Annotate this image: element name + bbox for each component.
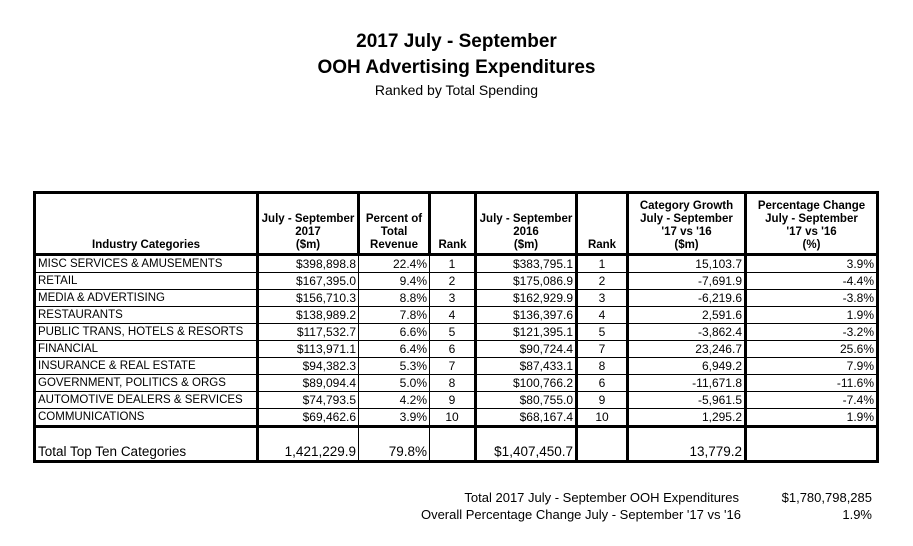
cell-spend-2017: $138,989.2 bbox=[258, 307, 359, 324]
cell-percentage-change: 1.9% bbox=[746, 409, 878, 427]
cell-spend-2017: $69,462.6 bbox=[258, 409, 359, 427]
cell-category-growth: 23,246.7 bbox=[628, 341, 746, 358]
cell-rank-2017: 1 bbox=[430, 255, 476, 273]
cell-spend-2017: $89,094.4 bbox=[258, 375, 359, 392]
col-header-line: 2016 bbox=[513, 226, 539, 238]
table-row bbox=[35, 255, 878, 273]
cell-spend-2016: $90,724.4 bbox=[476, 341, 577, 358]
col-header-percent-total bbox=[359, 193, 430, 255]
cell-rank-2016: 7 bbox=[577, 341, 628, 358]
cell-spend-2016: $87,433.1 bbox=[476, 358, 577, 375]
cell-percent-total: 9.4% bbox=[359, 273, 430, 290]
col-header-line: Industry Categories bbox=[92, 239, 200, 251]
cell-category: COMMUNICATIONS bbox=[35, 409, 258, 427]
summary-total-value: $1,780,798,285 bbox=[781, 490, 872, 505]
cell-rank-2016: 3 bbox=[577, 290, 628, 307]
total-row bbox=[35, 427, 878, 462]
col-header-line: Percentage Change bbox=[757, 200, 866, 212]
cell-spend-2017: $113,971.1 bbox=[258, 341, 359, 358]
cell-percent-total: 3.9% bbox=[359, 409, 430, 427]
cell-rank-2017: 9 bbox=[430, 392, 476, 409]
cell-percentage-change: 1.9% bbox=[746, 307, 878, 324]
cell-rank-2017: 2 bbox=[430, 273, 476, 290]
cell-rank-2017: 7 bbox=[430, 358, 476, 375]
col-header-line: July - September bbox=[479, 213, 573, 225]
cell-rank-2017: 10 bbox=[430, 409, 476, 427]
col-header-line: ($m) bbox=[295, 239, 321, 251]
cell-category: FINANCIAL bbox=[35, 341, 258, 358]
cell-percentage-change: 7.9% bbox=[746, 358, 878, 375]
cell-spend-2017: $74,793.5 bbox=[258, 392, 359, 409]
cell-percent-total: 8.8% bbox=[359, 290, 430, 307]
cell-category-growth: -7,691.9 bbox=[628, 273, 746, 290]
col-header-line: Revenue bbox=[370, 239, 418, 251]
table-row bbox=[35, 392, 878, 409]
col-header-rank-2016 bbox=[577, 193, 628, 255]
cell-category-growth: -3,862.4 bbox=[628, 324, 746, 341]
col-header-rank-2017 bbox=[430, 193, 476, 255]
cell-rank-2016: 9 bbox=[577, 392, 628, 409]
cell-rank-2017: 6 bbox=[430, 341, 476, 358]
cell-spend-2016: $136,397.6 bbox=[476, 307, 577, 324]
col-header-line: Rank bbox=[587, 239, 617, 251]
cell-spend-2016: $121,395.1 bbox=[476, 324, 577, 341]
cell-category: PUBLIC TRANS, HOTELS & RESORTS bbox=[35, 324, 258, 341]
cell-percent-total: 6.6% bbox=[359, 324, 430, 341]
cell-category-growth: -5,961.5 bbox=[628, 392, 746, 409]
cell-category-growth: -11,671.8 bbox=[628, 375, 746, 392]
cell-spend-2016: $68,167.4 bbox=[476, 409, 577, 427]
cell-percent-total: 4.2% bbox=[359, 392, 430, 409]
cell-category-growth: 15,103.7 bbox=[628, 255, 746, 273]
cell-rank-2017: 8 bbox=[430, 375, 476, 392]
cell-rank-2016: 5 bbox=[577, 324, 628, 341]
col-header-spend-2017 bbox=[258, 193, 359, 255]
cell-spend-2017: $398,898.8 bbox=[258, 255, 359, 273]
col-header-percentage-change bbox=[746, 193, 878, 255]
cell-category: AUTOMOTIVE DEALERS & SERVICES bbox=[35, 392, 258, 409]
table-row bbox=[35, 375, 878, 392]
total-percentage-change-empty bbox=[746, 427, 878, 462]
cell-percentage-change: -4.4% bbox=[746, 273, 878, 290]
cell-category: GOVERNMENT, POLITICS & ORGS bbox=[35, 375, 258, 392]
col-header-line: July - September bbox=[261, 213, 355, 225]
col-header-line: '17 vs '16 bbox=[786, 226, 837, 238]
cell-spend-2016: $80,755.0 bbox=[476, 392, 577, 409]
table-row bbox=[35, 341, 878, 358]
cell-spend-2017: $94,382.3 bbox=[258, 358, 359, 375]
cell-category: MISC SERVICES & AMUSEMENTS bbox=[35, 255, 258, 273]
total-category-growth: 13,779.2 bbox=[628, 427, 746, 462]
cell-percent-total: 22.4% bbox=[359, 255, 430, 273]
total-rank-2017-empty bbox=[430, 427, 476, 462]
total-spend-2017: 1,421,229.9 bbox=[258, 427, 359, 462]
summary-change-label: Overall Percentage Change July - September '17 vs '16 bbox=[420, 507, 741, 522]
col-header-spend-2016 bbox=[476, 193, 577, 255]
col-header-category-growth bbox=[628, 193, 746, 255]
col-header-line: ($m) bbox=[513, 239, 539, 251]
total-rank-2016-empty bbox=[577, 427, 628, 462]
cell-percent-total: 6.4% bbox=[359, 341, 430, 358]
cell-category: RETAIL bbox=[35, 273, 258, 290]
report-title: OOH Advertising Expenditures bbox=[317, 57, 596, 78]
cell-percent-total: 5.3% bbox=[359, 358, 430, 375]
cell-spend-2016: $100,766.2 bbox=[476, 375, 577, 392]
col-header-line: Category Growth bbox=[639, 200, 734, 212]
cell-percent-total: 7.8% bbox=[359, 307, 430, 324]
cell-percentage-change: 25.6% bbox=[746, 341, 878, 358]
table-row bbox=[35, 358, 878, 375]
cell-spend-2017: $117,532.7 bbox=[258, 324, 359, 341]
total-label: Total Top Ten Categories bbox=[38, 444, 187, 459]
cell-spend-2016: $383,795.1 bbox=[476, 255, 577, 273]
cell-rank-2016: 1 bbox=[577, 255, 628, 273]
cell-rank-2017: 5 bbox=[430, 324, 476, 341]
cell-spend-2016: $175,086.9 bbox=[476, 273, 577, 290]
table-row bbox=[35, 307, 878, 324]
col-header-line: July - September bbox=[765, 213, 858, 225]
cell-category: MEDIA & ADVERTISING bbox=[35, 290, 258, 307]
cell-rank-2016: 10 bbox=[577, 409, 628, 427]
cell-category-growth: -6,219.6 bbox=[628, 290, 746, 307]
summary-change-value: 1.9% bbox=[842, 507, 872, 522]
cell-rank-2016: 8 bbox=[577, 358, 628, 375]
cell-percentage-change: -7.4% bbox=[746, 392, 878, 409]
col-header-line: '17 vs '16 bbox=[661, 226, 712, 238]
cell-category: INSURANCE & REAL ESTATE bbox=[35, 358, 258, 375]
col-header-line: July - September bbox=[640, 213, 733, 225]
col-header-line: Rank bbox=[438, 239, 467, 251]
col-header-line: ($m) bbox=[674, 239, 699, 251]
report-subtitle: Ranked by Total Spending bbox=[374, 82, 539, 98]
cell-rank-2016: 4 bbox=[577, 307, 628, 324]
cell-percentage-change: -11.6% bbox=[746, 375, 878, 392]
cell-category-growth: 2,591.6 bbox=[628, 307, 746, 324]
cell-percentage-change: -3.8% bbox=[746, 290, 878, 307]
report-title-period: 2017 July - September bbox=[356, 31, 557, 52]
cell-rank-2017: 3 bbox=[430, 290, 476, 307]
expenditures-table bbox=[33, 191, 879, 463]
col-header-industry-categories bbox=[35, 193, 258, 255]
table-header-row bbox=[35, 193, 878, 255]
cell-rank-2017: 4 bbox=[430, 307, 476, 324]
total-percent-total: 79.8% bbox=[359, 427, 430, 462]
table-row bbox=[35, 409, 878, 427]
col-header-line: (%) bbox=[802, 239, 821, 251]
table-row bbox=[35, 324, 878, 341]
total-spend-2016: $1,407,450.7 bbox=[476, 427, 577, 462]
cell-percentage-change: 3.9% bbox=[746, 255, 878, 273]
cell-category: RESTAURANTS bbox=[35, 307, 258, 324]
summary-total-label: Total 2017 July - September OOH Expenditures bbox=[464, 490, 739, 505]
cell-spend-2016: $162,929.9 bbox=[476, 290, 577, 307]
table-row bbox=[35, 290, 878, 307]
cell-category-growth: 1,295.2 bbox=[628, 409, 746, 427]
cell-category-growth: 6,949.2 bbox=[628, 358, 746, 375]
cell-percentage-change: -3.2% bbox=[746, 324, 878, 341]
cell-rank-2016: 2 bbox=[577, 273, 628, 290]
cell-spend-2017: $156,710.3 bbox=[258, 290, 359, 307]
cell-rank-2016: 6 bbox=[577, 375, 628, 392]
col-header-line: Percent of bbox=[365, 213, 423, 225]
cell-spend-2017: $167,395.0 bbox=[258, 273, 359, 290]
cell-percent-total: 5.0% bbox=[359, 375, 430, 392]
col-header-line: Total bbox=[380, 226, 408, 238]
col-header-line: 2017 bbox=[295, 226, 321, 238]
table-row bbox=[35, 273, 878, 290]
